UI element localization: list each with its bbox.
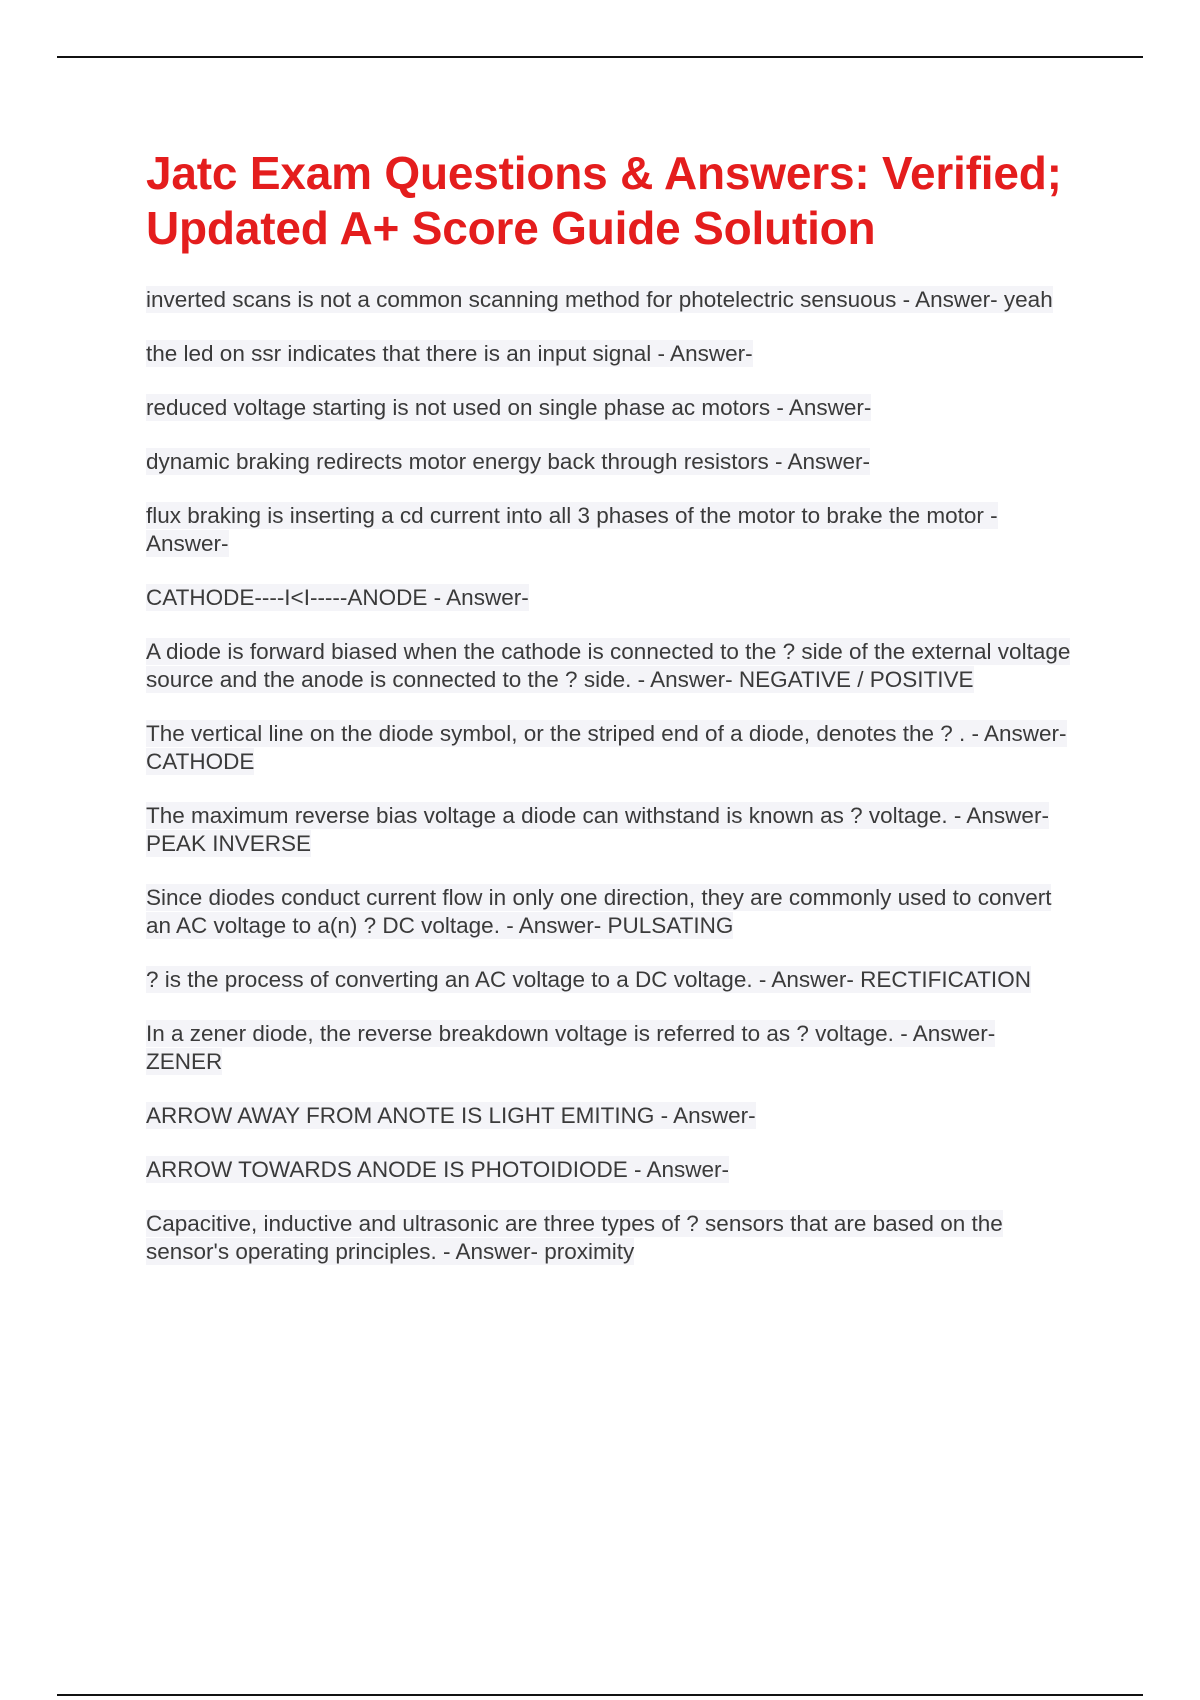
qa-item: [146, 884, 1076, 940]
qa-item: [146, 340, 1076, 368]
qa-item: [146, 502, 1076, 558]
qa-text: dynamic braking redirects motor energy back through resistors - Answer-: [146, 449, 871, 474]
qa-text: the led on ssr indicates that there is an input signal - Answer-: [146, 341, 753, 366]
qa-item: [146, 802, 1076, 858]
top-rule: [57, 56, 1143, 58]
qa-text: Capacitive, inductive and ultrasonic are three types of ? sensors that are based on the sensor's operating principles. - Answer- proximity: [146, 1211, 1003, 1264]
qa-item: [146, 394, 1076, 422]
qa-text: A diode is forward biased when the cathode is connected to the ? side of the external voltage source and the anode is connected to the ? side. - Answer- NEGATIVE / POSITIVE: [146, 639, 1071, 692]
qa-text: reduced voltage starting is not used on single phase ac motors - Answer-: [146, 395, 872, 420]
qa-item: [146, 448, 1076, 476]
qa-text: The maximum reverse bias voltage a diode can withstand is known as ? voltage. - Answer- PEAK INVERSE: [146, 803, 1049, 856]
qa-item: [146, 1210, 1076, 1266]
qa-text: ARROW AWAY FROM ANOTE IS LIGHT EMITING - Answer-: [146, 1103, 756, 1128]
qa-text: ? is the process of converting an AC voltage to a DC voltage. - Answer- RECTIFICATION: [146, 967, 1031, 992]
qa-item: [146, 720, 1076, 776]
document-body: [146, 146, 1076, 1292]
qa-item: [146, 966, 1076, 994]
qa-item: [146, 1020, 1076, 1076]
bottom-rule: [57, 1694, 1143, 1696]
qa-text: inverted scans is not a common scanning method for photelectric sensuous - Answer- yeah: [146, 287, 1053, 312]
qa-item: [146, 1156, 1076, 1184]
qa-text: In a zener diode, the reverse breakdown voltage is referred to as ? voltage. - Answer- ZENER: [146, 1021, 996, 1074]
qa-item: [146, 1102, 1076, 1130]
qa-text: Since diodes conduct current flow in only one direction, they are commonly used to convert an AC voltage to a(n) ? DC voltage. - Answer- PULSATING: [146, 885, 1052, 938]
qa-item: [146, 584, 1076, 612]
qa-item: [146, 286, 1076, 314]
qa-text: CATHODE----I<I-----ANODE - Answer-: [146, 585, 529, 610]
qa-text: ARROW TOWARDS ANODE IS PHOTOIDIODE - Answer-: [146, 1157, 730, 1182]
qa-text: The vertical line on the diode symbol, or the striped end of a diode, denotes the ? . - Answer- CATHODE: [146, 721, 1067, 774]
qa-text: flux braking is inserting a cd current into all 3 phases of the motor to brake the motor - Answer-: [146, 503, 998, 556]
qa-item: [146, 638, 1076, 694]
document-title: Jatc Exam Questions & Answers: Verified; Updated A+ Score Guide Solution: [146, 147, 1062, 254]
qa-list: [146, 286, 1076, 1266]
